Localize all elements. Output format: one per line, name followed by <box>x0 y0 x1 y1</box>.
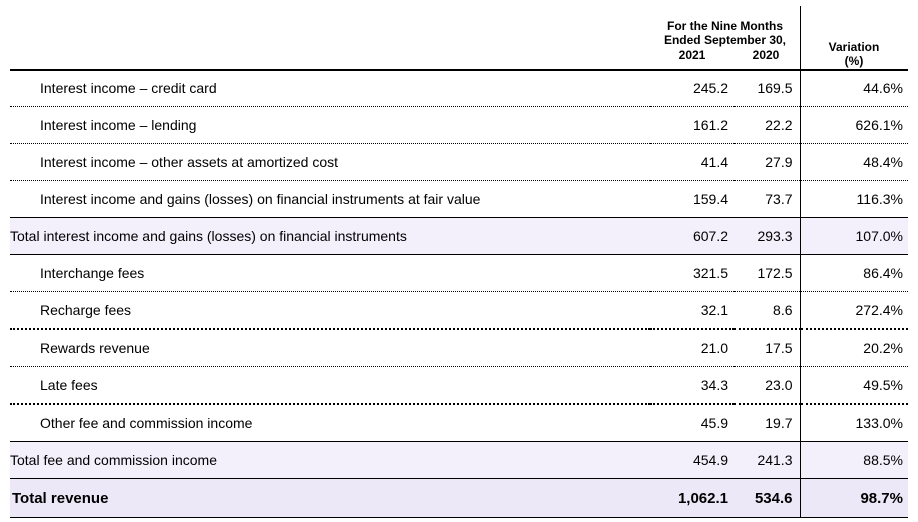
row-label: Interest income and gains (losses) on financial instruments at fair value <box>10 181 650 218</box>
value-2020: 8.6 <box>734 292 800 330</box>
row-label: Total fee and commission income <box>10 442 650 479</box>
value-2021: 21.0 <box>650 329 734 367</box>
value-2020: 23.0 <box>734 367 800 405</box>
value-variation: 133.0% <box>800 404 908 442</box>
value-variation: 272.4% <box>800 292 908 330</box>
table-row <box>10 181 908 218</box>
value-variation: 88.5% <box>800 442 908 479</box>
row-label: Interest income – lending <box>10 107 650 144</box>
value-2021: 45.9 <box>650 404 734 442</box>
subtotal-row <box>10 442 908 479</box>
row-label: Rewards revenue <box>10 329 650 367</box>
header-period-line2: Ended September 30, <box>663 33 787 47</box>
table-row <box>10 255 908 292</box>
row-label: Other fee and commission income <box>10 404 650 442</box>
value-2020: 17.5 <box>734 329 800 367</box>
row-label: Recharge fees <box>10 292 650 330</box>
table-row <box>10 107 908 144</box>
value-2020: 293.3 <box>734 218 800 255</box>
row-label: Total revenue <box>10 479 650 518</box>
row-label: Total interest income and gains (losses) on financial instruments <box>10 218 650 255</box>
value-variation: 48.4% <box>800 144 908 181</box>
header-variation-line1: Variation <box>828 40 880 54</box>
value-variation: 44.6% <box>800 70 908 107</box>
header-divider <box>800 6 801 70</box>
value-2021: 32.1 <box>650 292 734 330</box>
row-label: Interest income – other assets at amortized cost <box>10 144 650 181</box>
header-period-line1: For the Nine Months <box>667 19 783 33</box>
value-variation: 116.3% <box>800 181 908 218</box>
value-variation: 49.5% <box>800 367 908 405</box>
table-row <box>10 367 908 405</box>
value-variation: 86.4% <box>800 255 908 292</box>
value-2021: 34.3 <box>650 367 734 405</box>
value-variation: 107.0% <box>800 218 908 255</box>
value-2020: 27.9 <box>734 144 800 181</box>
table-row <box>10 404 908 442</box>
value-2020: 241.3 <box>734 442 800 479</box>
header-year-2020: 2020 <box>752 48 780 62</box>
value-2021: 159.4 <box>650 181 734 218</box>
value-2021: 161.2 <box>650 107 734 144</box>
revenue-table <box>10 70 908 518</box>
header-variation <box>806 40 902 68</box>
value-2020: 22.2 <box>734 107 800 144</box>
table-row <box>10 329 908 367</box>
value-2020: 19.7 <box>734 404 800 442</box>
value-2021: 1,062.1 <box>650 479 734 518</box>
value-2021: 607.2 <box>650 218 734 255</box>
table-row <box>10 144 908 181</box>
value-2020: 73.7 <box>734 181 800 218</box>
table-row <box>10 70 908 107</box>
header-year-2021: 2021 <box>678 48 706 62</box>
value-variation: 626.1% <box>800 107 908 144</box>
total-row <box>10 479 908 518</box>
value-2021: 41.4 <box>650 144 734 181</box>
value-2021: 245.2 <box>650 70 734 107</box>
subtotal-row <box>10 218 908 255</box>
row-label: Interest income – credit card <box>10 70 650 107</box>
header-variation-line2: (%) <box>844 54 864 68</box>
value-variation: 20.2% <box>800 329 908 367</box>
row-label: Late fees <box>10 367 650 405</box>
value-2020: 169.5 <box>734 70 800 107</box>
value-2021: 321.5 <box>650 255 734 292</box>
value-2020: 172.5 <box>734 255 800 292</box>
value-2021: 454.9 <box>650 442 734 479</box>
table-row <box>10 292 908 330</box>
value-variation: 98.7% <box>800 479 908 518</box>
value-2020: 534.6 <box>734 479 800 518</box>
header-period <box>650 19 800 47</box>
row-label: Interchange fees <box>10 255 650 292</box>
